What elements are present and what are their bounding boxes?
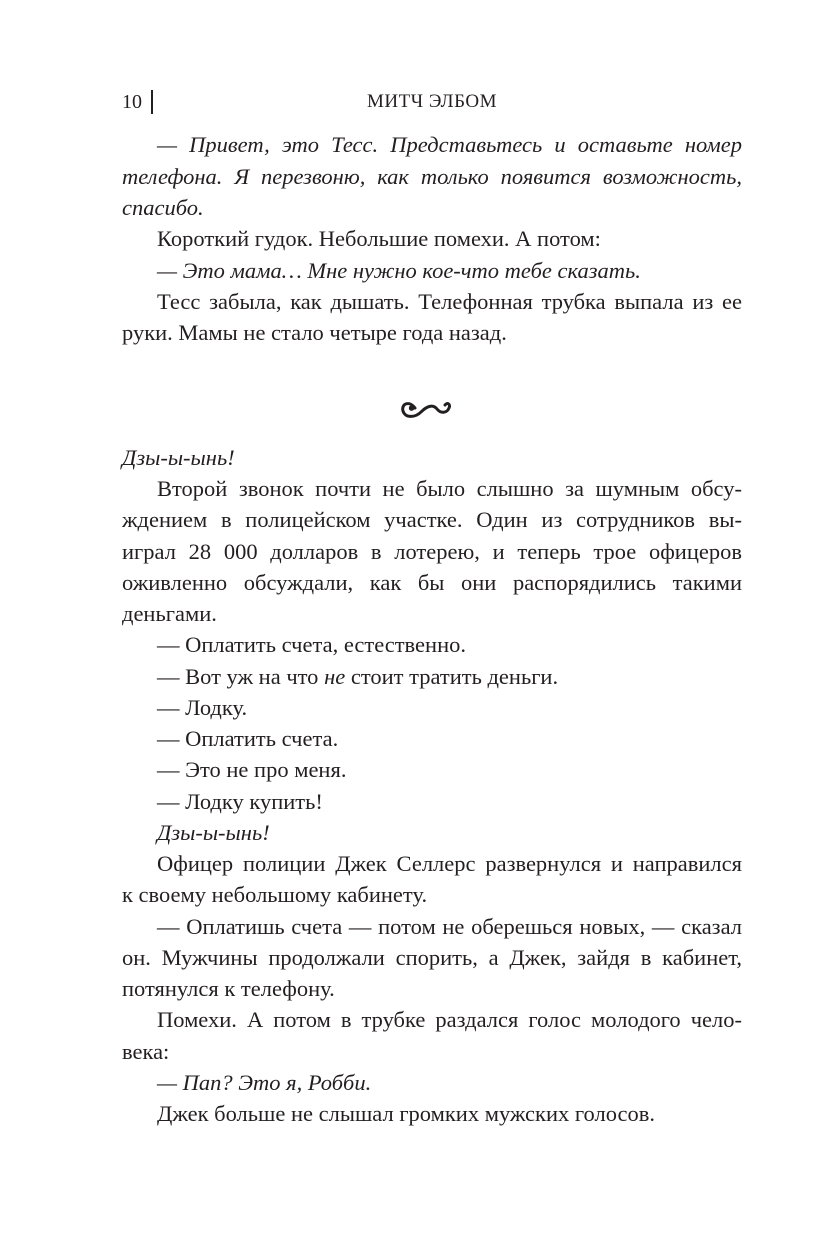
swash-ornament-icon — [397, 392, 457, 424]
text-line: Джек больше не слышал громких мужских голосов. — [157, 1101, 656, 1126]
text-line: — Оплатить счета, естественно. — [157, 632, 466, 657]
text-line: — Пап? Это я, Робби. — [157, 1070, 372, 1095]
running-head — [122, 88, 742, 118]
text-line: — Оплатишь счета — потом не оберешься новых, — сказал — [157, 914, 742, 939]
text-line: Офицер полиции Джек Селлерс развернулся и направился — [157, 851, 742, 876]
text-run: — Вот уж на что — [157, 664, 325, 689]
text-line: — Оплатить счета. — [157, 726, 339, 751]
text-line — [157, 662, 742, 692]
text-line: — Лодку. — [157, 695, 248, 720]
text-line: телефона. Я перезвоню, как только появится возможность, — [122, 164, 742, 189]
emphasis: не — [324, 664, 346, 689]
text-line: Дзы-ы-ынь! — [122, 445, 235, 470]
text-line: Короткий гудок. Небольшие помехи. А потом: — [157, 226, 601, 251]
text-line: — Это мама… Мне нужно кое-что тебе сказать. — [157, 258, 641, 283]
text-line: Второй звонок почти не было слышно за шумным обсу- — [157, 476, 742, 501]
text-line: руки. Мамы не стало четыре года назад. — [122, 320, 507, 345]
text-line: оживленно обсуждали, как бы они распорядились такими — [122, 570, 742, 595]
text-line: Помехи. А потом в трубке раздался голос молодого чело- — [157, 1007, 742, 1032]
text-line: — Привет, это Тесс. Представьтесь и оставьте номер — [157, 132, 742, 157]
text-line: ждением в полицейском участке. Один из сотрудников вы- — [122, 507, 742, 532]
text-line: деньгами. — [122, 601, 217, 626]
running-title: МИТЧ ЭЛБОМ — [367, 91, 497, 112]
text-line: он. Мужчины продолжали спорить, а Джек, зайдя в кабинет, — [122, 945, 742, 970]
text-line: — Это не про меня. — [157, 757, 347, 782]
text-line: потянулся к телефону. — [122, 976, 335, 1001]
text-run: стоит тратить деньги. — [345, 664, 559, 689]
text-line: — Лодку купить! — [157, 789, 323, 814]
text-line: спасибо. — [122, 195, 204, 220]
text-line: к своему небольшому кабинету. — [122, 882, 428, 907]
text-line: века: — [122, 1039, 170, 1064]
text-line: Дзы-ы-ынь! — [157, 820, 270, 845]
page-number: 10 — [122, 91, 142, 113]
text-line: играл 28 000 долларов в лотерею, и теперь трое офицеров — [122, 539, 742, 564]
text-line: Тесс забыла, как дышать. Телефонная трубка выпала из ее — [157, 289, 742, 314]
